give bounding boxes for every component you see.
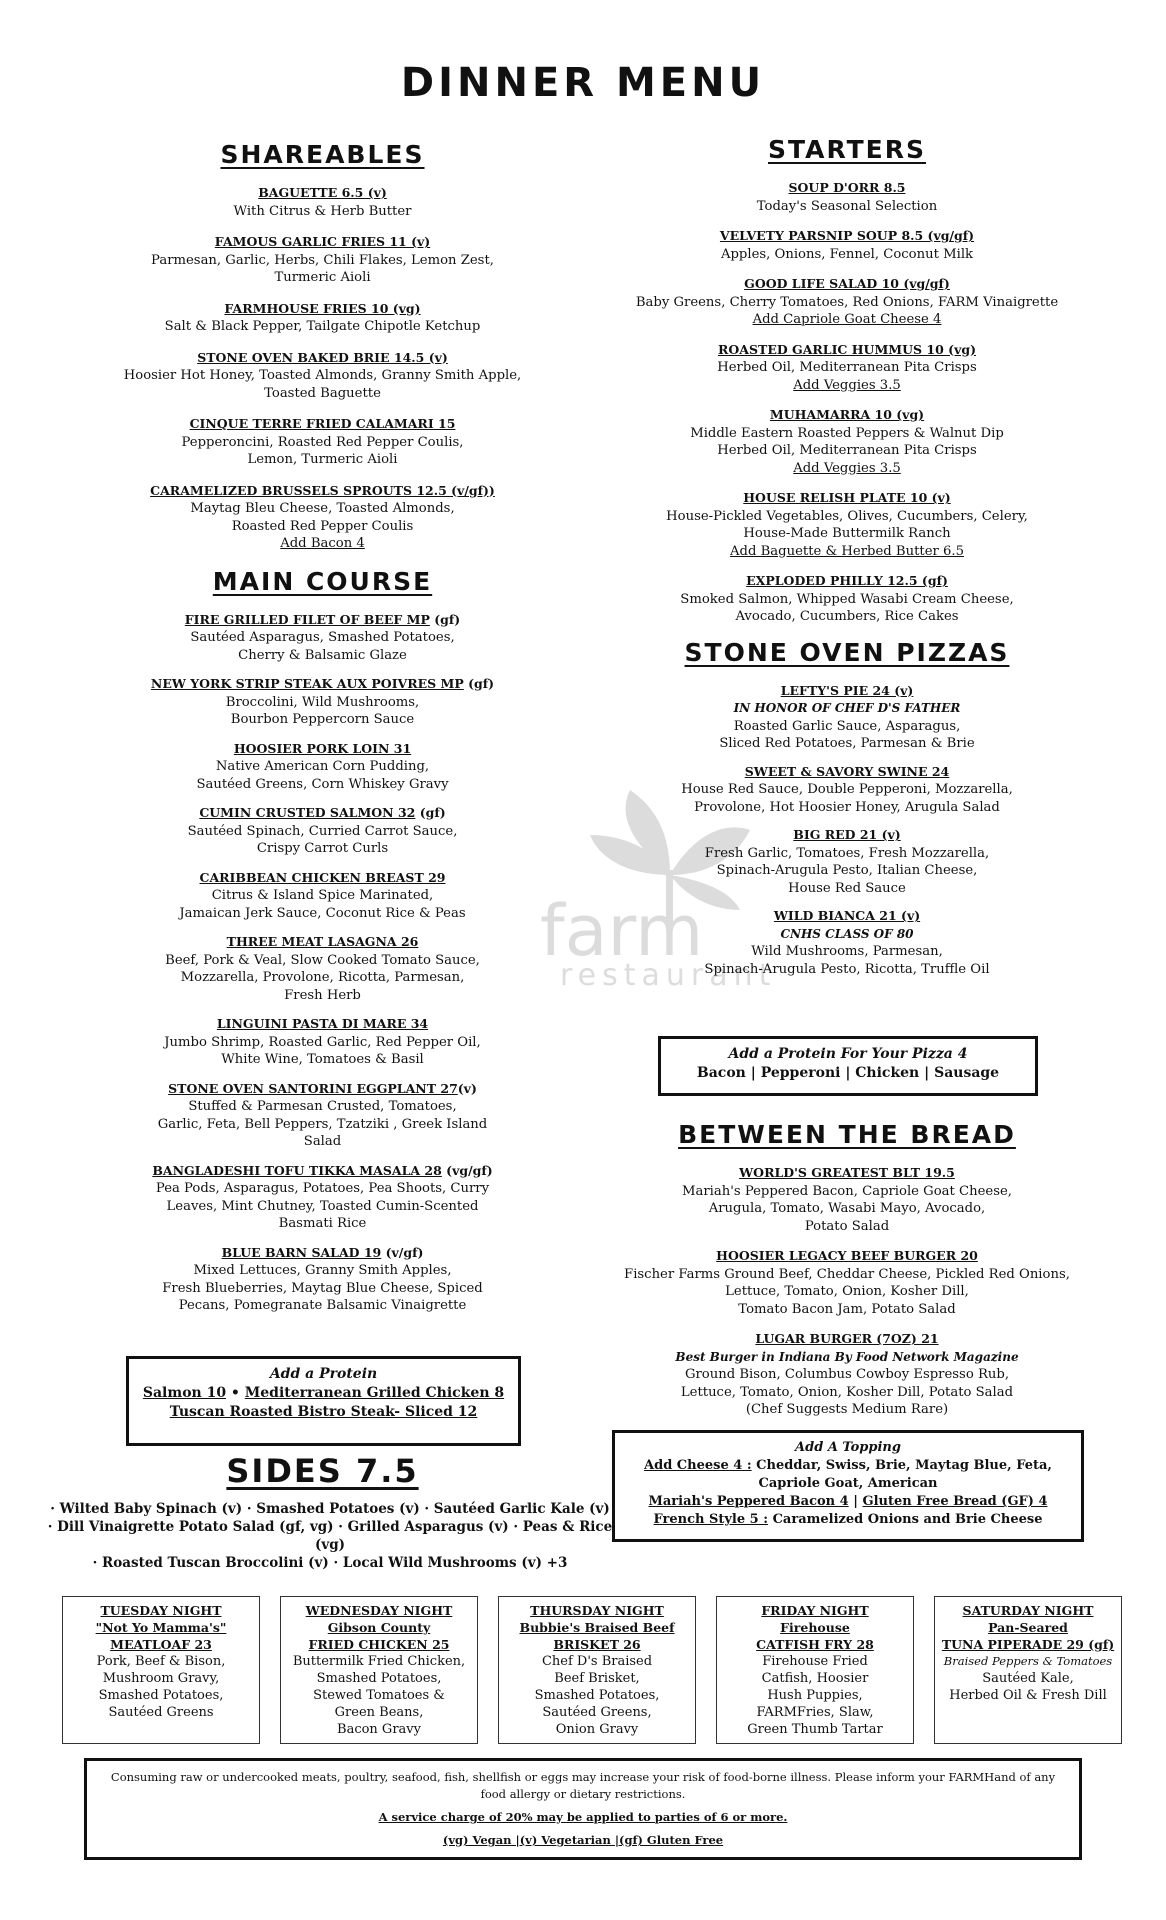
item-dietary-tag: (vg/gf)	[441, 1162, 493, 1178]
cheese-list: Cheddar, Swiss, Brie, Maytag Blue, Feta,	[751, 1458, 1052, 1473]
starters-heading: STARTERS	[768, 135, 926, 164]
item-description: (Chef Suggests Medium Rare)	[745, 1402, 949, 1417]
nightly-special-card	[62, 1596, 260, 1744]
menu-item	[40, 415, 605, 469]
item-description: Jumbo Shrimp, Roasted Garlic, Red Pepper Oil,	[164, 1034, 481, 1050]
item-name-text: THREE MEAT LASAGNA 26	[226, 934, 419, 949]
menu-item	[40, 184, 605, 220]
night-description: Mushroom Gravy,	[102, 1671, 220, 1686]
night-description: Smashed Potatoes,	[316, 1671, 442, 1686]
right-column	[612, 135, 1082, 988]
sides-line: · Dill Vinaigrette Potato Salad (gf, vg) · Grilled Asparagus (v) · Peas & Rice (vg)	[47, 1519, 613, 1553]
night-heading-line: THURSDAY NIGHT	[530, 1603, 664, 1618]
item-name	[612, 406, 1082, 425]
night-heading-line: Firehouse	[780, 1620, 850, 1635]
item-name	[40, 233, 605, 252]
item-dietary-tag: (gf)	[429, 611, 461, 627]
item-description: Cherry & Balsamic Glaze	[238, 647, 407, 663]
item-name	[40, 1162, 605, 1181]
dietary-legend: (vg) Vegan |(v) Vegetarian |(gf) Gluten Free	[442, 1833, 724, 1847]
item-subtitle: IN HONOR OF CHEF D'S FATHER	[733, 701, 961, 715]
menu-item	[40, 869, 605, 923]
night-italic-note: Braised Peppers & Tomatoes	[943, 1654, 1113, 1668]
menu-item	[40, 740, 605, 794]
item-name-text: HOOSIER PORK LOIN 31	[233, 740, 412, 756]
item-description: Beef, Pork & Veal, Slow Cooked Tomato Sauce,	[165, 952, 480, 968]
night-description: Pork, Beef & Bison,	[96, 1654, 226, 1669]
item-name-text: STONE OVEN SANTORINI EGGPLANT 27	[168, 1080, 458, 1096]
item-name-text: BLUE BARN SALAD 19	[221, 1244, 382, 1260]
french-style-list: Caramelized Onions and Brie Cheese	[768, 1512, 1043, 1527]
night-heading-line: BRISKET 26	[553, 1637, 641, 1652]
menu-item	[40, 300, 605, 336]
item-name	[612, 341, 1082, 360]
item-name	[612, 682, 1082, 701]
item-description: Fresh Blueberries, Maytag Blue Cheese, Spiced	[162, 1280, 483, 1296]
footer-notice-box	[84, 1758, 1082, 1860]
item-name	[612, 179, 1082, 198]
item-description: Smoked Salmon, Whipped Wasabi Cream Cheese,	[680, 591, 1014, 607]
item-description: Citrus & Island Spice Marinated,	[211, 888, 434, 903]
item-description: Basmati Rice	[278, 1216, 367, 1231]
night-heading-line: TUESDAY NIGHT	[100, 1603, 222, 1618]
night-description: Green Thumb Tartar	[747, 1722, 883, 1737]
item-name-text: LINGUINI PASTA DI MARE 34	[216, 1016, 429, 1031]
item-description: Lettuce, Tomato, Onion, Kosher Dill, Potato Salad	[680, 1384, 1014, 1400]
item-description: Jamaican Jerk Sauce, Coconut Rice & Peas	[179, 905, 466, 921]
menu-item	[612, 1247, 1082, 1318]
item-name	[40, 184, 605, 203]
menu-item	[40, 1015, 605, 1069]
pizza-protein-list: Bacon | Pepperoni | Chicken | Sausage	[696, 1065, 1000, 1081]
night-description: Catfish, Hoosier	[761, 1671, 869, 1686]
menu-item	[612, 275, 1082, 329]
french-style-label: French Style 5 :	[653, 1512, 769, 1527]
item-description: Provolone, Hot Hoosier Honey, Arugula Salad	[694, 799, 1000, 815]
item-description: White Wine, Tomatoes & Basil	[221, 1052, 424, 1067]
gluten-free-bread: Gluten Free Bread (GF) 4	[862, 1494, 1048, 1509]
night-heading-line: "Not Yo Mamma's"	[95, 1620, 227, 1635]
shareables-list	[40, 184, 605, 553]
item-description: Mozzarella, Provolone, Ricotta, Parmesan,	[180, 970, 465, 985]
item-name	[40, 349, 605, 368]
item-name-text: STONE OVEN BAKED BRIE 14.5 (v)	[197, 349, 448, 365]
item-description: Roasted Garlic Sauce, Asparagus,	[733, 718, 961, 734]
night-heading-line: WEDNESDAY NIGHT	[305, 1603, 453, 1618]
item-description: Sautéed Spinach, Curried Carrot Sauce,	[187, 823, 458, 839]
item-description: Mixed Lettuces, Granny Smith Apples,	[193, 1263, 452, 1278]
item-description: House-Pickled Vegetables, Olives, Cucumbers, Celery,	[666, 508, 1028, 524]
night-description: FARMFries, Slaw,	[756, 1705, 874, 1720]
bread-column	[612, 1120, 1082, 1431]
menu-title: DINNER MENU	[400, 60, 766, 106]
item-name	[40, 300, 605, 319]
item-description: Turmeric Aioli	[274, 270, 371, 285]
item-name-text: HOOSIER LEGACY BEEF BURGER 20	[716, 1248, 978, 1263]
menu-item	[612, 406, 1082, 477]
cheese-list-2: Capriole Goat, American	[758, 1476, 938, 1491]
item-description: Crispy Carrot Curls	[256, 841, 389, 856]
item-description: Apples, Onions, Fennel, Coconut Milk	[720, 246, 974, 262]
bread-heading: BETWEEN THE BREAD	[678, 1120, 1016, 1149]
menu-item	[612, 763, 1082, 817]
item-description: Maytag Bleu Cheese, Toasted Almonds,	[190, 501, 455, 516]
menu-item	[612, 1330, 1082, 1419]
item-name	[40, 869, 605, 888]
item-addon: Add Baguette & Herbed Butter 6.5	[730, 543, 964, 559]
item-subtitle: CNHS CLASS OF 80	[780, 926, 914, 941]
item-description: Pecans, Pomegranate Balsamic Vinaigrette	[178, 1298, 467, 1313]
nightly-special-card	[934, 1596, 1122, 1744]
item-name-text: WILD BIANCA 21 (v)	[773, 908, 921, 923]
item-name	[40, 675, 605, 694]
add-protein-box	[126, 1356, 521, 1446]
pizza-list	[612, 682, 1082, 979]
night-description: Stewed Tomatoes &	[313, 1688, 445, 1703]
item-subtitle: Best Burger in Indiana By Food Network Magazine	[675, 1349, 1019, 1364]
menu-item	[40, 482, 605, 553]
bacon-topping: Mariah's Peppered Bacon 4	[648, 1494, 849, 1509]
menu-item	[612, 489, 1082, 560]
item-dietary-tag: (v)	[457, 1080, 477, 1096]
night-description: Herbed Oil & Fresh Dill	[949, 1688, 1107, 1703]
night-description: Buttermilk Fried Chicken,	[292, 1654, 466, 1669]
protein-salmon: Salmon 10	[142, 1385, 227, 1401]
menu-item	[40, 675, 605, 729]
item-description: Fresh Herb	[284, 987, 361, 1003]
item-description: Hoosier Hot Honey, Toasted Almonds, Granny Smith Apple,	[123, 368, 522, 383]
item-description: Salt & Black Pepper, Tailgate Chipotle Ketchup	[164, 319, 481, 334]
item-name-text: FAMOUS GARLIC FRIES 11 (v)	[214, 234, 431, 249]
pizza-protein-box	[658, 1036, 1038, 1096]
item-description: Pea Pods, Asparagus, Potatoes, Pea Shoots, Curry	[155, 1181, 490, 1196]
night-description: Chef D's Braised	[541, 1654, 653, 1669]
item-name-text: SOUP D'ORR 8.5	[788, 180, 906, 195]
item-description: Native American Corn Pudding,	[215, 759, 430, 774]
item-description: Potato Salad	[804, 1218, 890, 1234]
item-name	[612, 826, 1082, 845]
menu-item	[40, 1080, 605, 1151]
item-name	[40, 1080, 605, 1099]
item-name-text: CARIBBEAN CHICKEN BREAST 29	[199, 869, 446, 885]
item-description: Fischer Farms Ground Beef, Cheddar Cheese, Pickled Red Onions,	[624, 1266, 1070, 1282]
menu-item	[612, 341, 1082, 395]
item-name	[612, 227, 1082, 246]
item-description: House Red Sauce	[788, 880, 906, 896]
item-description: Salad	[303, 1134, 342, 1149]
item-name	[40, 1015, 605, 1034]
item-name-text: FARMHOUSE FRIES 10 (vg)	[224, 300, 421, 316]
menu-item	[612, 907, 1082, 978]
item-name	[40, 740, 605, 759]
cheese-label: Add Cheese 4 :	[644, 1458, 752, 1473]
night-description: Firehouse Fried	[762, 1654, 868, 1669]
item-name	[612, 572, 1082, 591]
nightly-special-card	[498, 1596, 696, 1744]
item-name	[40, 611, 605, 630]
item-name-text: CINQUE TERRE FRIED CALAMARI 15	[189, 416, 456, 431]
item-description: Roasted Red Pepper Coulis	[231, 518, 414, 534]
night-description: Sautéed Greens,	[542, 1705, 652, 1720]
night-description: Beef Brisket,	[554, 1671, 640, 1686]
item-name	[40, 933, 605, 952]
bread-list	[612, 1164, 1082, 1419]
item-description: Avocado, Cucumbers, Rice Cakes	[735, 609, 959, 624]
item-description: Today's Seasonal Selection	[756, 198, 938, 214]
item-description: Toasted Baguette	[264, 385, 381, 401]
item-name-text: WORLD'S GREATEST BLT 19.5	[739, 1165, 955, 1180]
night-heading-line: TUNA PIPERADE 29 (gf)	[941, 1637, 1115, 1652]
item-description: Herbed Oil, Mediterranean Pita Crisps	[717, 360, 977, 375]
food-safety-notice: Consuming raw or undercooked meats, poultry, seafood, fish, shellfish or eggs may increase your risk of food-borne illness. Please inform your FARMHand of any food allergy or dietary restrictions.	[110, 1770, 1056, 1801]
nightly-special-card	[716, 1596, 914, 1744]
item-description: Lemon, Turmeric Aioli	[247, 452, 398, 467]
item-addon: Add Capriole Goat Cheese 4	[752, 312, 942, 327]
item-name-text: CARAMELIZED BRUSSELS SPROUTS 12.5 (v/gf))	[150, 482, 495, 498]
item-name-text: ROASTED GARLIC HUMMUS 10 (vg)	[718, 341, 976, 357]
item-name-text: LEFTY'S PIE 24 (v)	[780, 682, 914, 698]
night-heading-line: Gibson County	[327, 1620, 431, 1635]
main-course-heading: MAIN COURSE	[212, 566, 433, 596]
sides-heading: SIDES 7.5	[226, 1452, 419, 1490]
night-heading-line: SATURDAY NIGHT	[962, 1603, 1094, 1618]
item-description: Leaves, Mint Chutney, Toasted Cumin-Scented	[166, 1198, 479, 1214]
night-description: Smashed Potatoes,	[98, 1688, 224, 1703]
item-description: Spinach-Arugula Pesto, Italian Cheese,	[716, 863, 978, 878]
item-description: With Citrus & Herb Butter	[233, 203, 412, 219]
logo-text-farm: farm	[540, 890, 704, 972]
menu-item	[40, 804, 605, 858]
pizzas-heading: STONE OVEN PIZZAS	[684, 637, 1010, 667]
item-description: Baby Greens, Cherry Tomatoes, Red Onions, FARM Vinaigrette	[635, 294, 1059, 310]
night-heading-line: FRIED CHICKEN 25	[308, 1637, 450, 1652]
item-description: Ground Bison, Columbus Cowboy Espresso Rub,	[684, 1367, 1010, 1382]
item-description: Broccolini, Wild Mushrooms,	[225, 694, 420, 710]
add-topping-box	[612, 1430, 1084, 1542]
item-dietary-tag: (v/gf)	[381, 1244, 424, 1260]
left-column	[40, 140, 605, 1326]
item-description: Lettuce, Tomato, Onion, Kosher Dill,	[725, 1284, 969, 1299]
menu-item	[40, 611, 605, 665]
night-heading-line: CATFISH FRY 28	[756, 1637, 874, 1652]
nightly-special-card	[280, 1596, 478, 1744]
item-description: Herbed Oil, Mediterranean Pita Crisps	[717, 443, 977, 458]
item-description: Fresh Garlic, Tomatoes, Fresh Mozzarella,	[704, 845, 990, 861]
item-name-text: EXPLODED PHILLY 12.5 (gf)	[746, 573, 948, 588]
item-dietary-tag: (gf)	[463, 676, 495, 691]
sides-line: · Roasted Tuscan Broccolini (v) · Local Wild Mushrooms (v) +3	[92, 1555, 568, 1571]
item-name	[40, 482, 605, 501]
menu-item	[612, 682, 1082, 753]
item-name	[40, 804, 605, 823]
item-name	[612, 763, 1082, 782]
item-description: Garlic, Feta, Bell Peppers, Tzatziki , Greek Island	[157, 1116, 488, 1132]
night-description: Sautéed Greens	[108, 1705, 214, 1720]
item-name-text: NEW YORK STRIP STEAK AUX POIVRES MP	[150, 676, 464, 691]
item-description: Parmesan, Garlic, Herbs, Chili Flakes, Lemon Zest,	[151, 252, 494, 268]
menu-item	[612, 572, 1082, 626]
item-description: Mariah's Peppered Bacon, Capriole Goat Cheese,	[682, 1183, 1012, 1199]
item-description: Pepperoncini, Roasted Red Pepper Coulis,	[181, 434, 464, 450]
protein-separator: •	[226, 1385, 245, 1401]
protein-chicken: Mediterranean Grilled Chicken 8	[244, 1385, 505, 1401]
item-name	[612, 275, 1082, 294]
item-name-text: MUHAMARRA 10 (vg)	[769, 407, 925, 422]
item-name-text: FIRE GRILLED FILET OF BEEF MP	[184, 611, 430, 627]
logo-text-restaurant: restaurant	[560, 958, 777, 990]
item-description: Sautéed Greens, Corn Whiskey Gravy	[196, 776, 449, 792]
item-name-text: LUGAR BURGER (7OZ) 21	[755, 1331, 939, 1346]
item-dietary-tag: (gf)	[415, 805, 446, 820]
item-description: Tomato Bacon Jam, Potato Salad	[738, 1301, 956, 1317]
night-heading-line: Bubbie's Braised Beef	[519, 1620, 675, 1635]
add-topping-title: Add A Topping	[795, 1440, 901, 1455]
menu-item	[612, 179, 1082, 215]
item-name-text: BAGUETTE 6.5 (v)	[258, 185, 387, 200]
item-name	[40, 1244, 605, 1263]
item-description: House-Made Buttermilk Ranch	[743, 526, 951, 541]
menu-item	[612, 227, 1082, 263]
pizza-protein-title: Add a Protein For Your Pizza 4	[728, 1046, 968, 1062]
item-name	[612, 1164, 1082, 1183]
item-description: Sautéed Asparagus, Smashed Potatoes,	[190, 630, 455, 645]
item-description: Spinach-Arugula Pesto, Ricotta, Truffle Oil	[704, 961, 990, 977]
starters-list	[612, 179, 1082, 626]
menu-item	[40, 349, 605, 403]
item-name	[612, 1330, 1082, 1349]
item-description: House Red Sauce, Double Pepperoni, Mozzarella,	[681, 782, 1013, 797]
menu-item	[40, 233, 605, 287]
night-description: Green Beans,	[334, 1705, 424, 1720]
topping-separator: |	[848, 1494, 863, 1509]
item-addon: Add Veggies 3.5	[793, 377, 901, 393]
item-description: Wild Mushrooms, Parmesan,	[751, 944, 943, 959]
night-description: Sautéed Kale,	[982, 1671, 1074, 1686]
item-name-text: BANGLADESHI TOFU TIKKA MASALA 28	[152, 1162, 442, 1178]
item-name-text: BIG RED 21 (v)	[793, 827, 901, 842]
item-name	[612, 907, 1082, 926]
item-name-text: CUMIN CRUSTED SALMON 32	[199, 805, 416, 820]
service-charge-note: A service charge of 20% may be applied to parties of 6 or more.	[378, 1810, 788, 1824]
sides-line: · Wilted Baby Spinach (v) · Smashed Potatoes (v) · Sautéed Garlic Kale (v)	[50, 1501, 610, 1517]
item-name-text: SWEET & SAVORY SWINE 24	[744, 763, 950, 779]
item-description: Bourbon Peppercorn Sauce	[230, 712, 415, 727]
add-protein-title: Add a Protein	[269, 1366, 378, 1382]
protein-steak: Tuscan Roasted Bistro Steak- Sliced 12	[169, 1404, 478, 1420]
menu-item	[40, 933, 605, 1004]
item-name-text: HOUSE RELISH PLATE 10 (v)	[743, 490, 951, 505]
shareables-heading: SHAREABLES	[220, 140, 425, 169]
night-heading-line: FRIDAY NIGHT	[761, 1603, 869, 1618]
main-course-list	[40, 611, 605, 1315]
item-addon: Add Bacon 4	[280, 536, 365, 551]
night-description: Bacon Gravy	[337, 1722, 421, 1737]
item-description: Arugula, Tomato, Wasabi Mayo, Avocado,	[708, 1201, 986, 1216]
night-description: Onion Gravy	[555, 1722, 639, 1737]
menu-item	[612, 826, 1082, 897]
item-name	[612, 1247, 1082, 1266]
night-description: Smashed Potatoes,	[534, 1688, 660, 1703]
item-name-text: VELVETY PARSNIP SOUP 8.5 (vg/gf)	[719, 228, 975, 243]
item-name-text: GOOD LIFE SALAD 10 (vg/gf)	[744, 276, 950, 291]
menu-item	[40, 1162, 605, 1233]
item-name	[612, 489, 1082, 508]
item-description: Sliced Red Potatoes, Parmesan & Brie	[719, 736, 975, 751]
sides-list	[40, 1500, 620, 1572]
item-description: Middle Eastern Roasted Peppers & Walnut Dip	[690, 425, 1004, 441]
night-heading-line: Pan-Seared	[988, 1620, 1068, 1635]
item-name	[40, 415, 605, 434]
menu-item	[612, 1164, 1082, 1235]
item-description: Stuffed & Parmesan Crusted, Tomatoes,	[188, 1099, 457, 1114]
item-addon: Add Veggies 3.5	[793, 460, 901, 476]
night-heading-line: MEATLOAF 23	[110, 1637, 212, 1652]
menu-item	[40, 1244, 605, 1315]
night-description: Hush Puppies,	[767, 1688, 863, 1703]
